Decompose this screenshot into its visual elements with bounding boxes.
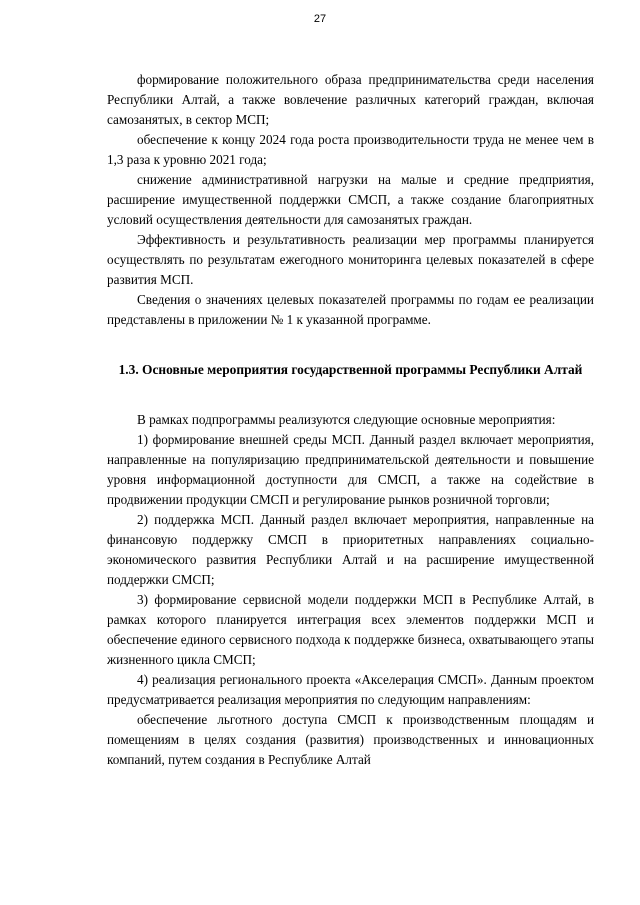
list-item: 4) реализация регионального проекта «Акселерация СМСП». Данным проектом предусматривается реализация мероприятия по следующим направлениям: <box>107 672 594 707</box>
page-number: 27 <box>313 13 327 25</box>
paragraph: Сведения о значениях целевых показателей программы по годам ее реализации представлены в приложении № 1 к указанной программе. <box>107 292 594 327</box>
paragraph: обеспечение к концу 2024 года роста производительности труда не менее чем в 1,3 раза к уровню 2021 года; <box>107 132 594 167</box>
paragraph: обеспечение льготного доступа СМСП к производственным площадям и помещениям в целях создания (развития) производственных и инновационных компаний, путем создания в Республике Алтай <box>107 712 594 767</box>
list-item: 2) поддержка МСП. Данный раздел включает мероприятия, направленные на финансовую поддержку СМСП в приоритетных направлениях социально-экономического развития Республики Алтай и на расширение имущественной поддержки СМСП; <box>107 512 594 587</box>
list-item: 3) формирование сервисной модели поддержки МСП в Республике Алтай, в рамках которого планируется интеграция всех элементов поддержки МСП и обеспечение единого сервисного подхода к поддержке бизнеса, охватывающего этапы жизненного цикла СМСП; <box>107 592 594 667</box>
paragraph: В рамках подпрограммы реализуются следующие основные мероприятия: <box>137 412 556 427</box>
list-item: 1) формирование внешней среды МСП. Данный раздел включает мероприятия, направленные на популяризацию предпринимательской деятельности и повышение уровня информационной доступности для СМСП, а также на содействие в продвижении продукции СМСП и регулирование рынков розничной торговли; <box>107 432 594 507</box>
paragraph: формирование положительного образа предпринимательства среди населения Республики Алтай, а также вовлечение различных категорий граждан, включая самозанятых, в сектор МСП; <box>107 72 594 127</box>
document-body <box>107 70 594 770</box>
section-heading: 1.3. Основные мероприятия государственной программы Республики Алтай <box>118 362 583 377</box>
paragraph: снижение административной нагрузки на малые и средние предприятия, расширение имущественной поддержки СМСП, а также создание благоприятных условий осуществления деятельности для самозанятых граждан. <box>107 172 594 227</box>
paragraph: Эффективность и результативность реализации мер программы планируется осуществлять по результатам ежегодного мониторинга целевых показателей в сфере развития МСП. <box>107 232 594 287</box>
